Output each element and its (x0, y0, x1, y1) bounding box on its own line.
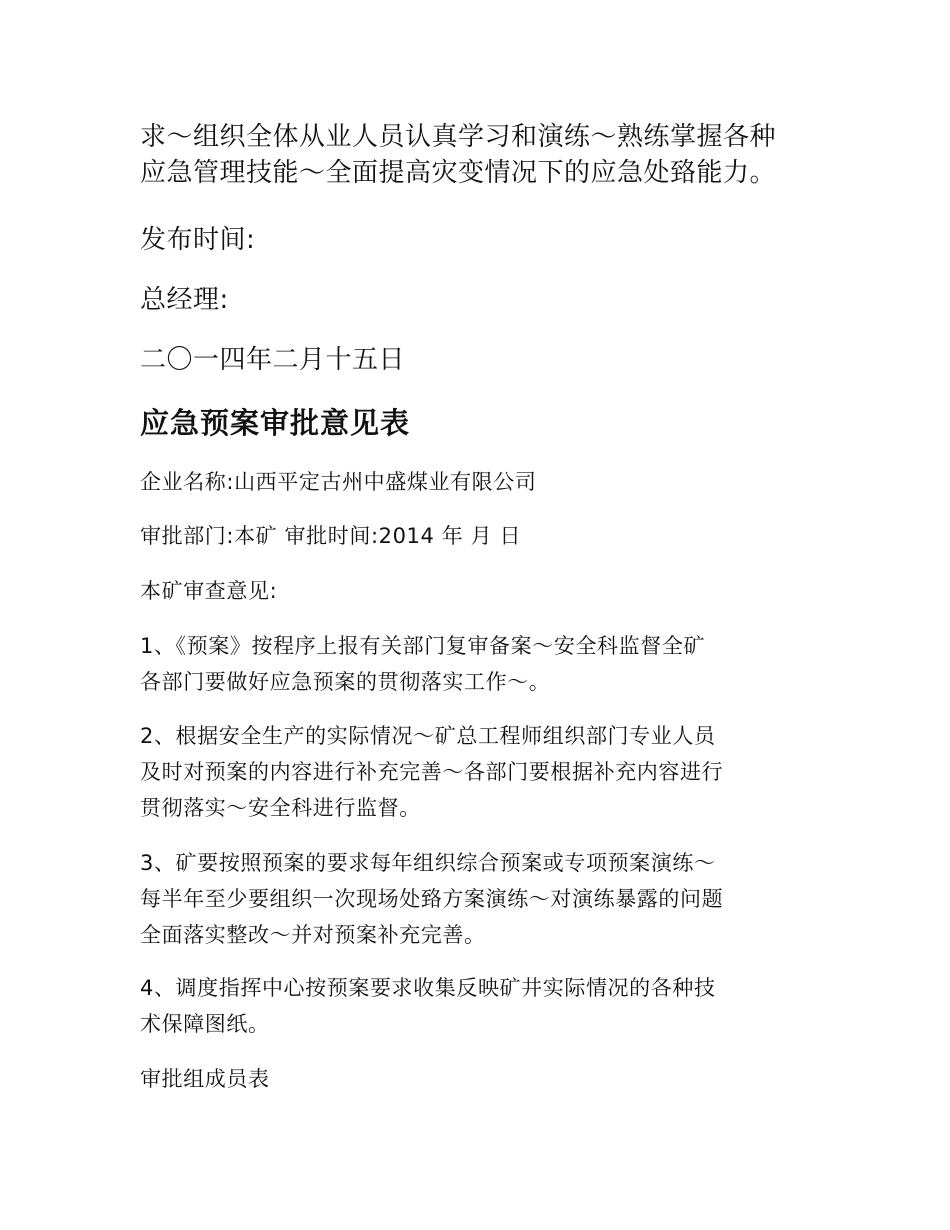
intro-line-1: 求～组织全体从业人员认真学习和演练～熟练掌握各种 (140, 122, 777, 152)
form-title: 应急预案审批意见表 (140, 406, 411, 440)
item-line: 2、根据安全生产的实际情况～矿总工程师组织部门专业人员 (140, 724, 716, 748)
opinion-item-1 (140, 628, 705, 700)
intro-line-2: 应急管理技能～全面提高灾变情况下的应急处臵能力。 (140, 158, 777, 188)
members-table-label: 审批组成员表 (140, 1067, 270, 1091)
item-line: 4、调度指挥中心按预案要求收集反映矿井实际情况的各种技 (140, 976, 716, 1000)
item-line: 及时对预案的内容进行补充完善～各部门要根据补充内容进行 (140, 760, 724, 784)
item-line: 术保障图纸。 (140, 1012, 270, 1036)
opinion-label: 本矿审查意见: (140, 579, 278, 603)
opinion-item-2 (140, 718, 723, 826)
company-name: 企业名称:山西平定古州中盛煤业有限公司 (140, 470, 537, 494)
item-line: 各部门要做好应急预案的贯彻落实工作～。 (140, 670, 551, 694)
item-line: 3、矿要按照预案的要求每年组织综合预案或专项预案演练～ (140, 851, 716, 875)
publish-time-label: 发布时间: (140, 225, 256, 255)
item-line: 全面落实整改～并对预案补充完善。 (140, 923, 486, 947)
item-line: 贯彻落实～安全科进行监督。 (140, 796, 421, 820)
document-date: 二〇一四年二月十五日 (140, 345, 406, 375)
opinion-item-4 (140, 970, 716, 1042)
item-line: 每半年至少要组织一次现场处臵方案演练～对演练暴露的问题 (140, 887, 724, 911)
opinion-item-3 (140, 845, 723, 953)
general-manager-label: 总经理: (140, 285, 229, 315)
item-line: 1、《预案》按程序上报有关部门复审备案～安全科监督全矿 (140, 634, 706, 658)
approval-info: 审批部门:本矿 审批时间:2014 年 月 日 (140, 524, 522, 548)
intro-paragraph (140, 119, 776, 191)
